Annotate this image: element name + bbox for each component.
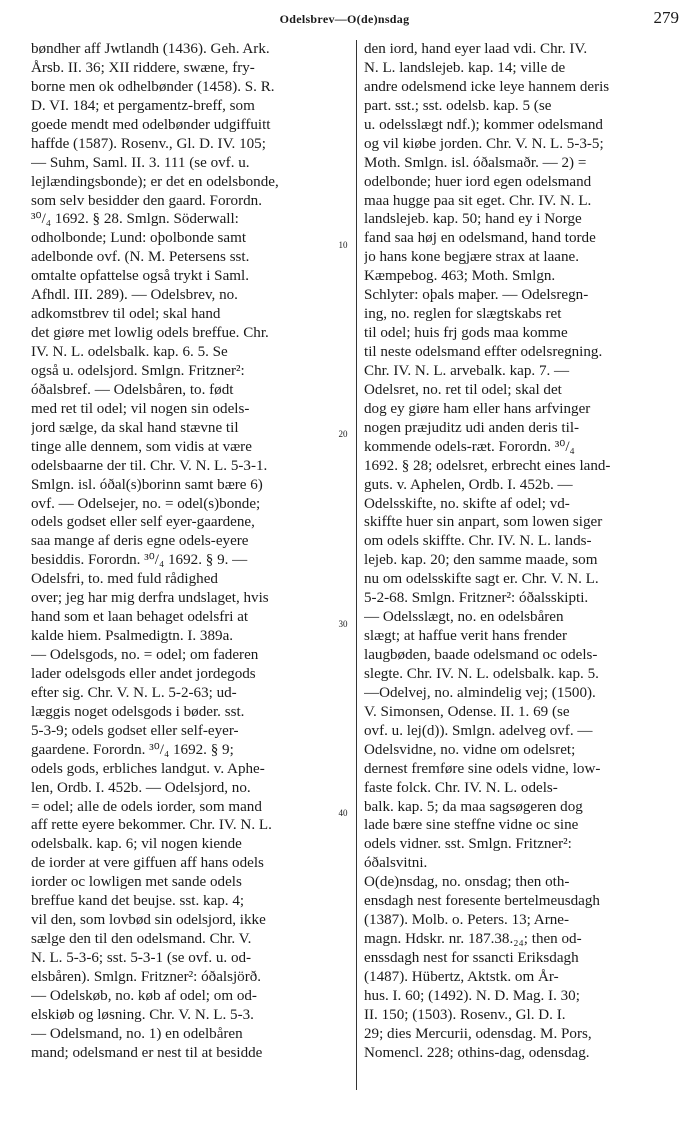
text-line: guts. v. Aphelen, Ordb. I. 452b. — — [364, 476, 573, 493]
text-line: odels gods, erbliches landgut. v. Aphe- — [31, 760, 265, 777]
text-line: besiddis. Forordn. ³⁰/₄ 1692. § 9. — — [31, 552, 248, 569]
text-line: vil den, som lovbød sin odelsjord, ikke — [31, 912, 266, 929]
page-header — [0, 8, 689, 34]
text-line: landslejeb. kap. 50; hand ey i Norge — [364, 211, 582, 228]
text-line: dog ey giøre ham eller hans arfvinger — [364, 400, 591, 417]
text-line: adelbonde ovf. (N. M. Petersens sst. — [31, 249, 250, 266]
text-line: Odelsret, no. ret til odel; skal det — [364, 381, 562, 398]
margin-line-number: 20 — [334, 429, 352, 439]
text-line: elsbåren). Smlgn. Fritzner²: óðalsjörð. — [31, 968, 262, 985]
text-line: kommende odels-ræt. Forordn. ³⁰/₄ — [364, 438, 575, 455]
text-line: lader odelsgods eller andet jordegods — [31, 665, 256, 682]
text-line: elskiøb og løsning. Chr. V. N. L. 5-3. — [31, 1006, 254, 1023]
text-line: med ret til odel; vil nogen sin odels- — [31, 400, 250, 417]
text-line: Odelsskifte, no. skifte af odel; vd- — [364, 495, 570, 512]
text-line: ing, no. reglen for slægtskabs ret — [364, 306, 562, 323]
text-line: odelsbalk. kap. 6; vil nogen kiende — [31, 836, 242, 853]
text-line: IV. N. L. odelsbalk. kap. 6. 5. Se — [31, 344, 228, 360]
text-line: og vil kiøbe jorden. Chr. V. N. L. 5-3-5; — [364, 135, 604, 152]
text-line: slegte. Chr. IV. N. L. odelsbalk. kap. 5. — [364, 665, 599, 682]
text-line: 5-2-68. Smlgn. Fritzner²: óðalsskipti. — [364, 590, 589, 607]
text-line: Moth. Smlgn. isl. óðalsmaðr. — 2) = — [364, 154, 587, 171]
text-line: goede mendt med odelbønder udgiffuitt — [31, 116, 271, 133]
text-line: som selv besidder den gaard. Forordn. — [31, 192, 262, 209]
text-line: odels godset eller self eyer-gaardene, — [31, 514, 255, 531]
text-line: Schlyter: oþals maþer. — Odelsregn- — [364, 287, 589, 304]
text-line: D. VI. 184; et pergamentz-breff, som — [31, 97, 255, 114]
text-line: efter sig. Chr. V. N. L. 5-2-63; ud- — [31, 684, 237, 701]
text-line: det giøre met lowlig odels breffue. Chr. — [31, 325, 269, 342]
text-line: ovf. — Odelsejer, no. = odel(s)bonde; — [31, 495, 261, 512]
text-line: om odels skiffte. Chr. IV. N. L. lands- — [364, 533, 592, 550]
margin-line-number: 10 — [334, 240, 352, 250]
text-line: N. L. 5-3-6; sst. 5-3-1 (se ovf. u. od- — [31, 950, 252, 966]
text-line: jo hans kone begjære strax at laane. — [364, 249, 580, 266]
text-line: O(de)nsdag, no. onsdag; then oth- — [364, 874, 570, 891]
text-line: (1487). Hübertz, Aktstk. om År- — [364, 968, 559, 985]
text-line: aff rette eyere bekommer. Chr. IV. N. L. — [31, 817, 272, 834]
text-line: Smlgn. isl. óðal(s)borinn samt bære 6) — [31, 476, 263, 493]
text-line: breffue kand det beujse. sst. kap. 4; — [31, 893, 245, 910]
text-line: skiffte huer sin anpart, som lowen siger — [364, 514, 603, 531]
text-line: laugbøden, baade odelsmand oc odels- — [364, 647, 598, 663]
text-line: odels vidner. sst. Smlgn. Fritzner²: — [364, 836, 572, 853]
text-line: lejeb. kap. 20; den samme maade, som — [364, 552, 598, 569]
text-line: nogen præjuditz udi anden deris til- — [364, 419, 580, 436]
text-line: 1692. § 28; odelsret, erbrecht eines land- — [364, 457, 611, 474]
text-line: óðalsvitni. — [364, 855, 428, 872]
text-line: den iord, hand eyer laad vdi. Chr. IV. — [364, 41, 588, 57]
text-line: magn. Hdskr. nr. 187.38.₂₄; then od- — [364, 931, 582, 948]
page-number: 279 — [653, 8, 679, 27]
text-line: N. L. landslejeb. kap. 14; ville de — [364, 59, 566, 76]
right-column — [364, 40, 680, 1125]
text-line: Kæmpebog. 463; Moth. Smlgn. — [364, 268, 556, 285]
text-line: mand; odelsmand er nest til at besidde — [31, 1044, 263, 1061]
text-line: Årsb. II. 36; XII riddere, swæne, fry- — [31, 59, 255, 76]
text-line: jord sælge, da skal hand stævne til — [31, 419, 239, 436]
text-line: gaardene. Forordn. ³⁰/₄ 1692. § 9; — [31, 741, 234, 758]
text-line: Odelsvidne, no. vidne om odelsret; — [364, 741, 576, 758]
text-line: de iorder at vere giffuen aff hans odels — [31, 855, 264, 872]
text-line: len, Ordb. I. 452b. — Odelsjord, no. — [31, 779, 251, 796]
text-line: kalde hiem. Psalmedigtn. I. 389a. — [31, 628, 234, 645]
text-line: —Odelvej, no. almindelig vej; (1500). — [364, 684, 596, 701]
column-divider — [356, 40, 357, 1090]
text-line: andre odelsmend icke leye hannem deris — [364, 78, 610, 95]
text-line: faste folck. Chr. IV. N. L. odels- — [364, 779, 558, 796]
text-line: til neste odelsmand effter odelsregning. — [364, 344, 603, 360]
text-line: maa hugge paa sit eget. Chr. IV. N. L. — [364, 192, 592, 209]
text-line: hus. I. 60; (1492). N. D. Mag. I. 30; — [364, 987, 580, 1004]
text-line: óðalsbref. — Odelsbåren, to. født — [31, 381, 234, 398]
text-line: adkomstbrev til odel; skal hand — [31, 306, 221, 323]
text-line: u. odelsslægt ndf.); kommer odelsmand — [364, 116, 603, 133]
text-line: slægt; at haffue verit hans frender — [364, 628, 567, 645]
text-line: fand saa høj en odelsmand, hand torde — [364, 230, 596, 247]
text-line: sælge den til den odelsmand. Chr. V. — [31, 931, 252, 948]
text-line: II. 150; (1503). Rosenv., Gl. D. I. — [364, 1006, 566, 1023]
text-line: 29; dies Mercurii, odensdag. M. Pors, — [364, 1025, 592, 1042]
text-line: haffde (1587). Rosenv., Gl. D. IV. 105; — [31, 135, 266, 152]
text-line: (1387). Molb. o. Peters. 13; Arne- — [364, 912, 569, 929]
text-line: — Odelskøb, no. køb af odel; om od- — [31, 987, 257, 1004]
text-line: — Suhm, Saml. II. 3. 111 (se ovf. u. — [31, 154, 250, 171]
text-line: nu om odelsskifte sagt er. Chr. V. N. L. — [364, 571, 599, 588]
text-line: balk. kap. 5; da maa sagsøgeren dog — [364, 798, 583, 815]
text-line: ensdagh nest foresente bertelmeusdagh — [364, 893, 600, 910]
text-line: bøndher aff Jwtlandh (1436). Geh. Ark. — [31, 41, 270, 57]
text-line: også u. odelsjord. Smlgn. Fritzner²: — [31, 362, 245, 379]
text-line: Chr. IV. N. L. arvebalk. kap. 7. — — [364, 362, 570, 379]
text-line: — Odelsmand, no. 1) en odelbåren — [31, 1025, 243, 1042]
text-line: ovf. u. lej(d)). Smlgn. adelveg ovf. — — [364, 722, 593, 739]
text-line: over; jeg har mig derfra undslaget, hvis — [31, 590, 269, 607]
text-line: lade bære sine steffne vidne oc sine — [364, 817, 579, 834]
text-line: Nomencl. 228; othins-dag, odensdag. — [364, 1044, 590, 1061]
text-line: — Odelsgods, no. = odel; om faderen — [31, 647, 259, 663]
text-line: = odel; alle de odels iorder, som mand — [31, 798, 262, 815]
text-line: iorder oc lowligen met sande odels — [31, 874, 242, 891]
running-head: Odelsbrev—O(de)nsdag — [279, 12, 410, 26]
text-line: part. sst.; sst. odelsb. kap. 5 (se — [364, 97, 552, 114]
margin-line-number: 30 — [334, 619, 352, 629]
text-line: læggis noget odelsgods i bøder. sst. — [31, 703, 245, 720]
text-line: dernest fremføre sine odels vidne, low- — [364, 760, 601, 777]
text-line: til odel; huis frj gods maa komme — [364, 325, 568, 342]
text-line: Afhdl. III. 289). — Odelsbrev, no. — [31, 287, 238, 304]
text-line: Odelsfri, to. med fuld rådighed — [31, 571, 218, 588]
text-line: enssdagh nest for ssancti Eriksdagh — [364, 950, 579, 966]
text-line: lejlændingsbonde); er det en odelsbonde, — [31, 173, 279, 190]
text-line: omtalte opfattelse også trykt i Saml. — [31, 268, 249, 285]
text-line: odelsbaarne der til. Chr. V. N. L. 5-3-1. — [31, 457, 268, 474]
text-line: odholbonde; Lund: oþolbonde samt — [31, 230, 247, 247]
text-line: ³⁰/₄ 1692. § 28. Smlgn. Söderwall: — [31, 211, 239, 228]
text-line: hand som et laan behaget odelsfri at — [31, 609, 249, 626]
text-line: V. Simonsen, Odense. II. 1. 69 (se — [364, 703, 570, 720]
text-line: tinge alle dennem, som vidis at være — [31, 438, 252, 455]
text-line: saa mange af deris egne odels-eyere — [31, 533, 249, 550]
margin-line-number: 40 — [334, 808, 352, 818]
left-column — [31, 40, 349, 1125]
text-line: odelbonde; huer iord egen odelsmand — [364, 173, 592, 190]
text-line: 5-3-9; odels godset eller self-eyer- — [31, 722, 239, 739]
text-line: — Odelsslægt, no. en odelsbåren — [364, 609, 564, 626]
text-line: borne men ok odhelbønder (1458). S. R. — [31, 78, 275, 95]
